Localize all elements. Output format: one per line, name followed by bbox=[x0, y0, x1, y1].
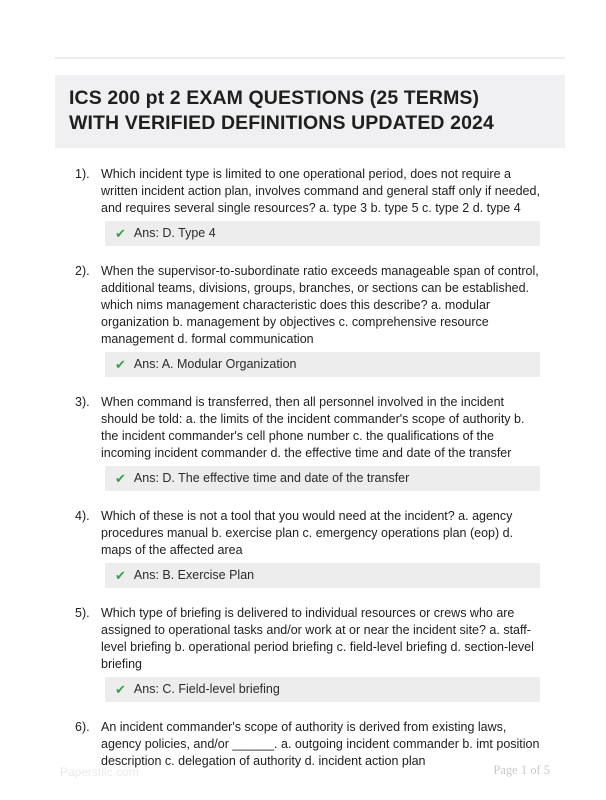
question-item-6 bbox=[75, 719, 540, 774]
question-number: 2). bbox=[75, 264, 90, 278]
page-indicator: Page 1 of 5 bbox=[493, 763, 550, 777]
answer-box bbox=[105, 352, 540, 377]
question-number: 6). bbox=[75, 720, 90, 734]
answer-box bbox=[105, 563, 540, 588]
answer-box bbox=[105, 466, 540, 491]
answer-text: Ans: B. Exercise Plan bbox=[133, 568, 255, 582]
answer-box bbox=[105, 221, 540, 246]
question-text: Which incident type is limited to one operational period, does not require a written incident action plan, involves command and general staff only if needed, and requires several single resources? a. type 3 b. type 5 c. type 2 d. type 4 bbox=[101, 167, 540, 215]
question-text: Which of these is not a tool that you would need at the incident? a. agency procedures manual b. exercise plan c. emergency operations plan (eop) d. maps of the affected area bbox=[101, 509, 514, 557]
question-body bbox=[101, 719, 540, 774]
checkmark-icon: ✔ bbox=[115, 357, 126, 372]
question-body bbox=[101, 394, 540, 491]
question-list bbox=[0, 166, 606, 791]
question-number: 1). bbox=[75, 167, 90, 181]
answer-text: Ans: C. Field-level briefing bbox=[133, 682, 280, 696]
document-title-block bbox=[55, 75, 565, 148]
question-body bbox=[101, 263, 540, 377]
question-item-3 bbox=[75, 394, 540, 491]
answer-text: Ans: D. Type 4 bbox=[133, 226, 216, 240]
question-item-2 bbox=[75, 263, 540, 377]
question-text: When the supervisor-to-subordinate ratio exceeds manageable span of control, additional teams, divisions, groups, branches, or sections can be established. which nims management characteristic does this describe? a. modular organization b. management by objectives c. comprehensive resource management d. formal communication bbox=[101, 264, 539, 346]
checkmark-icon: ✔ bbox=[115, 682, 126, 697]
question-item-1 bbox=[75, 166, 540, 246]
question-body bbox=[101, 508, 540, 588]
question-item-4 bbox=[75, 508, 540, 588]
page-title-line-2: WITH VERIFIED DEFINITIONS UPDATED 2024 bbox=[69, 112, 494, 134]
question-text: An incident commander's scope of authority is derived from existing laws, agency policies, and/or ______. a. outgoing incident commander b. imt position description c. delegation of authority d. incident action plan bbox=[101, 720, 540, 768]
question-text: Which type of briefing is delivered to individual resources or crews who are assigned to operational tasks and/or work at or near the incident site? a. staff-level briefing b. operational period briefing c. field-level briefing d. section-level briefing bbox=[101, 606, 534, 671]
question-body bbox=[101, 605, 540, 702]
checkmark-icon: ✔ bbox=[115, 471, 126, 486]
watermark: Paperstllc.com bbox=[60, 765, 139, 779]
answer-text: Ans: D. The effective time and date of the transfer bbox=[133, 471, 410, 485]
question-number: 4). bbox=[75, 509, 90, 523]
answer-text: Ans: A. Modular Organization bbox=[133, 357, 297, 371]
answer-box bbox=[105, 677, 540, 702]
checkmark-icon: ✔ bbox=[115, 226, 126, 241]
checkmark-icon: ✔ bbox=[115, 568, 126, 583]
question-body bbox=[101, 166, 540, 246]
top-divider bbox=[55, 57, 565, 59]
question-number: 5). bbox=[75, 606, 90, 620]
question-text: When command is transferred, then all personnel involved in the incident should be told: a. the limits of the incident commander's scope of authority b. the incident commander's cell phone number c. the qualifications of the incoming incident commander d. the effective time and date of the transfer bbox=[101, 395, 525, 460]
page-title-line-1: ICS 200 pt 2 EXAM QUESTIONS (25 TERMS) bbox=[69, 87, 480, 109]
question-number: 3). bbox=[75, 395, 90, 409]
question-item-5 bbox=[75, 605, 540, 702]
